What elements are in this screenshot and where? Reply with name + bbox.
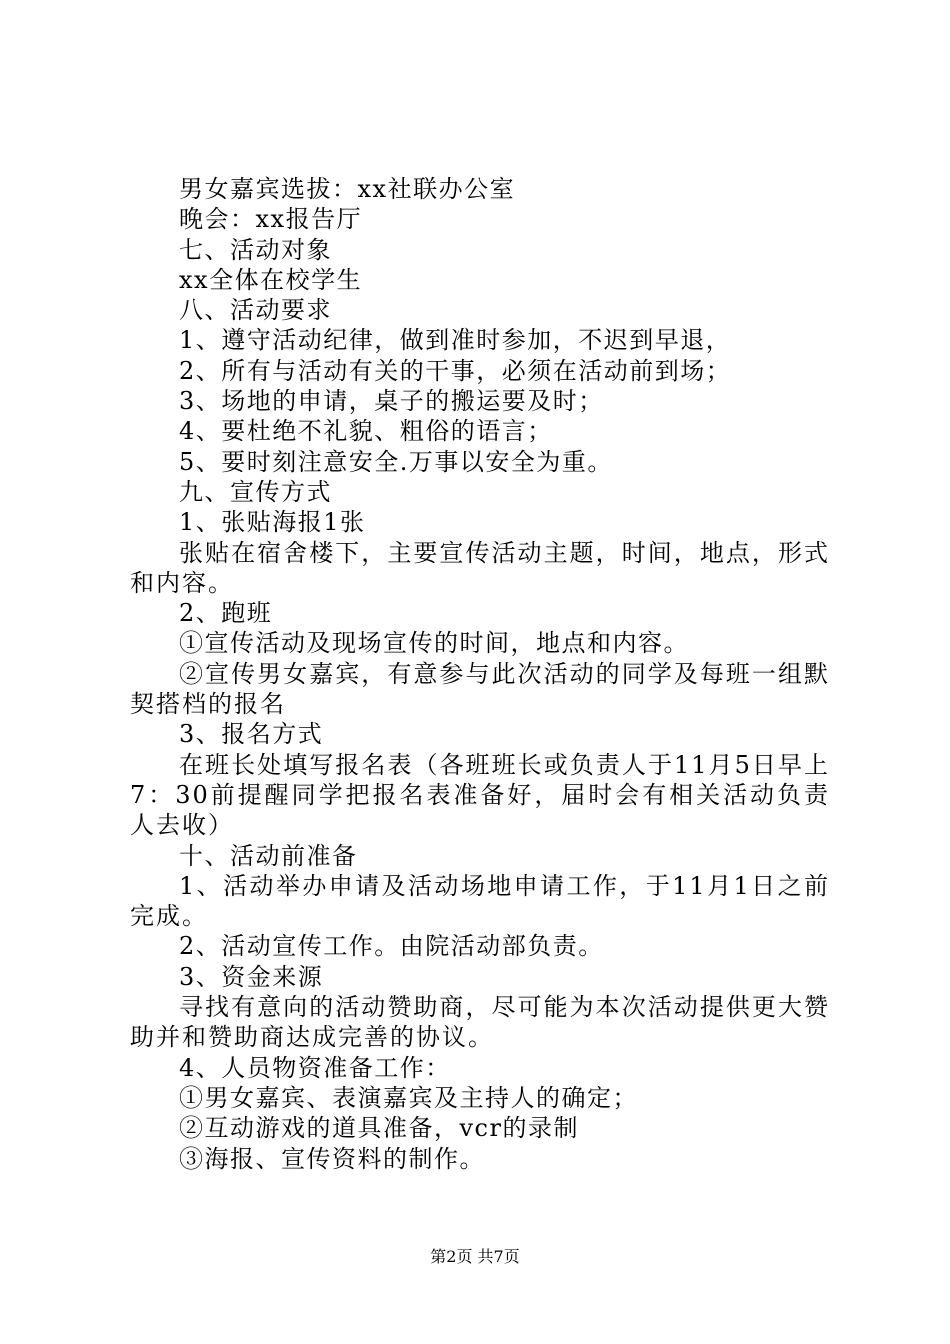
document-body	[130, 174, 830, 1174]
list-item: 1、张贴海报1张	[179, 508, 366, 537]
paragraph: 在班长处填写报名表（各班班长或负责人于11月5日早上7：30前提醒同学把报名表准备好，届时会有相关活动负责人去收）	[130, 750, 830, 840]
list-item: 2、跑班	[179, 599, 273, 628]
text-line: 晚会：xx报告厅	[179, 205, 363, 234]
list-item: 4、人员物资准备工作：	[179, 1053, 451, 1082]
list-item: 4、要杜绝不礼貌、粗俗的语言；	[179, 417, 553, 446]
list-item: 3、资金来源	[179, 962, 324, 991]
list-item: ②互动游戏的道具准备，vcr的录制	[179, 1114, 579, 1143]
paragraph: 1、活动举办申请及活动场地申请工作，于11月1日之前完成。	[130, 871, 830, 931]
section-heading: 七、活动对象	[179, 235, 332, 264]
list-item: 1、遵守活动纪律，做到准时参加，不迟到早退，	[179, 326, 732, 355]
list-item: 2、活动宣传工作。由院活动部负责。	[179, 932, 604, 961]
paragraph: 寻找有意向的活动赞助商，尽可能为本次活动提供更大赞助并和赞助商达成完善的协议。	[130, 993, 830, 1052]
list-item: 3、报名方式	[179, 720, 324, 749]
list-item: ①男女嘉宾、表演嘉宾及主持人的确定；	[179, 1083, 638, 1112]
section-heading: 九、宣传方式	[179, 477, 332, 506]
page-number-label: 第2页 共7页	[430, 1247, 520, 1266]
list-item: ③海报、宣传资料的制作。	[179, 1144, 485, 1173]
list-item: 5、要时刻注意安全.万事以安全为重。	[179, 447, 613, 476]
section-heading: 十、活动前准备	[179, 841, 358, 870]
section-heading: 八、活动要求	[179, 296, 332, 325]
paragraph: 张贴在宿舍楼下，主要宣传活动主题，时间，地点，形式和内容。	[130, 538, 830, 597]
paragraph: ②宣传男女嘉宾，有意参与此次活动的同学及每班一组默契搭档的报名	[130, 659, 830, 719]
list-item: ①宣传活动及现场宣传的时间，地点和内容。	[179, 629, 689, 658]
list-item: 2、所有与活动有关的干事，必须在活动前到场；	[179, 356, 732, 385]
text-line: 男女嘉宾选拔：xx社联办公室	[179, 175, 516, 203]
text-line: xx全体在校学生	[179, 265, 363, 294]
list-item: 3、场地的申请，桌子的搬运要及时；	[179, 387, 604, 416]
page-footer	[0, 1244, 950, 1267]
